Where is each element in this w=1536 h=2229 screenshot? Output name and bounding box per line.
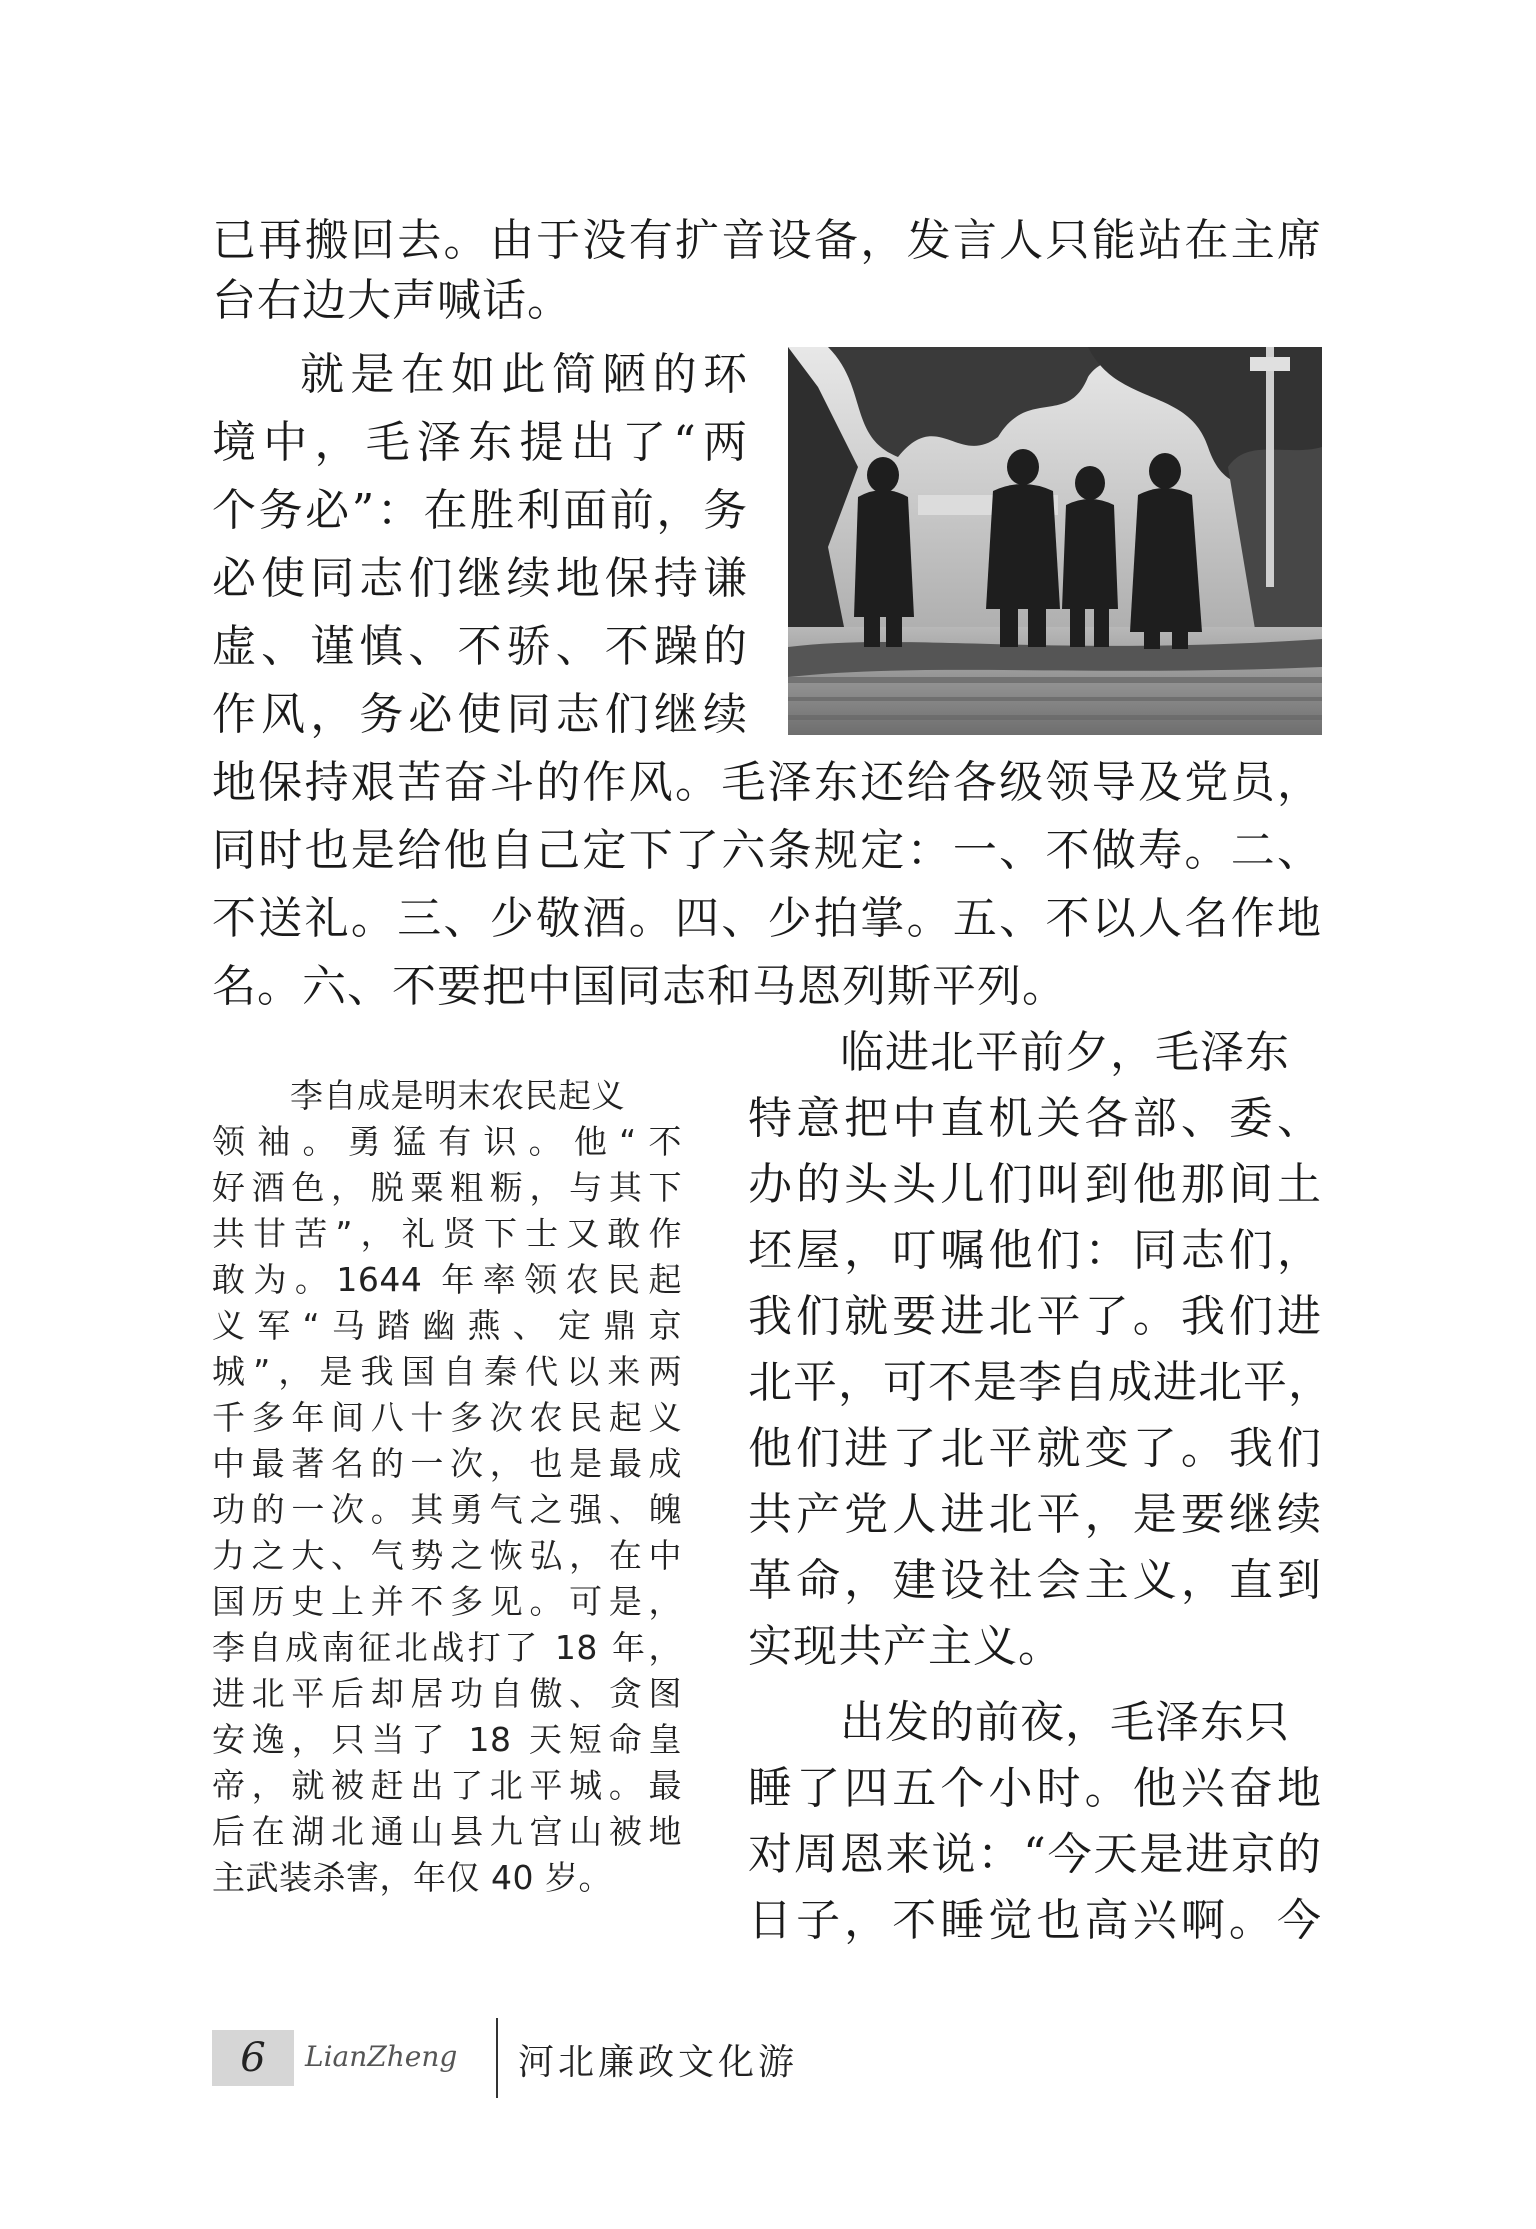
body-line: 地保持艰苦奋斗的作风。毛泽东还给各级领导及党员， bbox=[212, 757, 1322, 808]
sidebar-line: 领袖。勇猛有识。他“不 bbox=[212, 1122, 682, 1161]
body-line: 特意把中直机关各部、委、 bbox=[748, 1093, 1322, 1144]
body-line: 他们进了北平就变了。我们 bbox=[748, 1423, 1322, 1474]
body-line: 革命，建设社会主义，直到 bbox=[748, 1555, 1322, 1606]
body-line: 我们就要进北平了。我们进 bbox=[748, 1291, 1322, 1342]
body-line: 对周恩来说：“今天是进京的 bbox=[748, 1829, 1322, 1880]
body-line: 出发的前夜，毛泽东只 bbox=[840, 1697, 1290, 1748]
body-line: 日子，不睡觉也高兴啊。今 bbox=[748, 1895, 1322, 1946]
body-line: 临进北平前夕，毛泽东 bbox=[840, 1027, 1290, 1078]
body-line: 虚、谨慎、不骄、不躁的 bbox=[212, 621, 748, 672]
body-line: 不送礼。三、少敬酒。四、少拍掌。五、不以人名作地 bbox=[212, 893, 1322, 944]
sidebar-line: 城”，是我国自秦代以来两 bbox=[212, 1352, 682, 1391]
body-line: 台右边大声喊话。 bbox=[212, 275, 572, 326]
footer-divider bbox=[496, 2018, 498, 2098]
body-line: 睡了四五个小时。他兴奋地 bbox=[748, 1763, 1322, 1814]
body-line: 个务必”：在胜利面前，务 bbox=[212, 485, 748, 536]
sidebar-line: 主武装杀害，年仅 40 岁。 bbox=[212, 1858, 612, 1897]
publication-title: 河北廉政文化游 bbox=[518, 2042, 799, 2083]
sidebar-line: 李自成南征北战打了 18 年， bbox=[212, 1628, 682, 1667]
body-line: 坯屋，叮嘱他们：同志们， bbox=[748, 1225, 1322, 1276]
sidebar-line: 后在湖北通山县九宫山被地 bbox=[212, 1812, 682, 1851]
sidebar-line: 中最著名的一次，也是最成 bbox=[212, 1444, 682, 1483]
body-line: 北平，可不是李自成进北平， bbox=[748, 1357, 1333, 1408]
sidebar-line: 国历史上并不多见。可是， bbox=[212, 1582, 682, 1621]
sidebar-line: 共甘苦”，礼贤下士又敢作 bbox=[212, 1214, 682, 1253]
sidebar-line: 进北平后却居功自傲、贪图 bbox=[212, 1674, 682, 1713]
sidebar-line: 敢为。1644 年率领农民起 bbox=[212, 1260, 682, 1299]
body-line: 作风，务必使同志们继续 bbox=[212, 689, 748, 740]
sidebar-line: 义军“马踏幽燕、定鼎京 bbox=[212, 1306, 682, 1345]
sidebar-line: 力之大、气势之恢弘，在中 bbox=[212, 1536, 682, 1575]
sidebar-line: 帝，就被赶出了北平城。最 bbox=[212, 1766, 682, 1805]
body-line: 共产党人进北平，是要继续 bbox=[748, 1489, 1322, 1540]
sidebar-line: 千多年间八十多次农民起义 bbox=[212, 1398, 682, 1437]
sidebar-line: 功的一次。其勇气之强、魄 bbox=[212, 1490, 682, 1529]
sidebar-line: 安逸，只当了 18 天短命皇 bbox=[212, 1720, 682, 1759]
sidebar-line: 好酒色，脱粟粗粝，与其下 bbox=[212, 1168, 682, 1207]
statue-photo bbox=[788, 347, 1322, 735]
body-line: 境中，毛泽东提出了“两 bbox=[212, 417, 748, 468]
body-line: 必使同志们继续地保持谦 bbox=[212, 553, 748, 604]
brand-name: LianZheng bbox=[305, 2040, 458, 2073]
sidebar-line: 李自成是明末农民起义 bbox=[290, 1076, 625, 1115]
body-line: 办的头头儿们叫到他那间土 bbox=[748, 1159, 1322, 1210]
body-line: 实现共产主义。 bbox=[748, 1621, 1063, 1672]
body-line: 同时也是给他自己定下了六条规定：一、不做寿。二、 bbox=[212, 825, 1322, 876]
body-line: 已再搬回去。由于没有扩音设备，发言人只能站在主席 bbox=[212, 215, 1322, 266]
body-line: 名。六、不要把中国同志和马恩列斯平列。 bbox=[212, 961, 1067, 1012]
page-number: 6 bbox=[240, 2035, 266, 2081]
body-line: 就是在如此简陋的环 bbox=[300, 349, 748, 400]
